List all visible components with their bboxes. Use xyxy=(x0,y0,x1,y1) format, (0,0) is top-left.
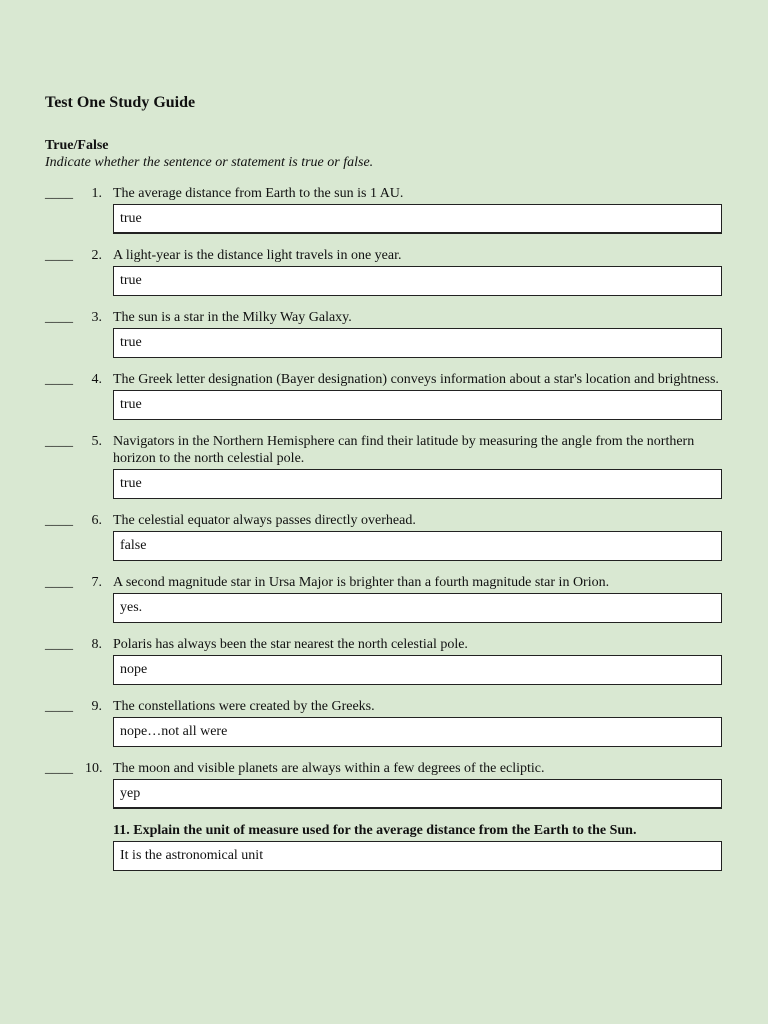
answer-field[interactable]: yes. xyxy=(113,593,722,623)
answer-blank: ____ xyxy=(45,434,73,449)
answer-blank: ____ xyxy=(45,310,73,325)
question-text: The sun is a star in the Milky Way Galaxy. xyxy=(113,310,352,325)
question-number: 5. xyxy=(91,434,102,449)
answer-blank: ____ xyxy=(45,186,73,201)
answer-field[interactable]: true xyxy=(113,469,722,499)
essay-answer-field[interactable]: It is the astronomical unit xyxy=(113,841,722,871)
answer-field[interactable]: true xyxy=(113,328,722,358)
question-number: 10. xyxy=(85,761,103,776)
question-text: The constellations were created by the Greeks. xyxy=(113,699,375,714)
section-heading: True/False xyxy=(45,138,109,153)
answer-field[interactable]: true xyxy=(113,266,722,296)
page-title: Test One Study Guide xyxy=(45,94,196,111)
question-number: 7. xyxy=(91,575,102,590)
answer-field[interactable]: true xyxy=(113,390,722,420)
answer-field[interactable]: nope xyxy=(113,655,722,685)
question-text: The Greek letter designation (Bayer designation) conveys information about a star's location and brightness. xyxy=(113,372,719,387)
question-item xyxy=(45,636,725,685)
question-list xyxy=(45,185,725,809)
question-text: Polaris has always been the star nearest the north celestial pole. xyxy=(113,637,468,652)
answer-blank: ____ xyxy=(45,637,73,652)
question-text: The average distance from Earth to the sun is 1 AU. xyxy=(113,186,404,201)
question-number: 1. xyxy=(91,186,102,201)
answer-blank: ____ xyxy=(45,761,73,776)
essay-question-text: 11. Explain the unit of measure used for the average distance from the Earth to the Sun. xyxy=(113,823,637,838)
question-number: 3. xyxy=(91,310,102,325)
answer-blank: ____ xyxy=(45,513,73,528)
question-number: 2. xyxy=(91,248,102,263)
question-item xyxy=(45,371,725,420)
question-item xyxy=(45,760,725,809)
question-text: The moon and visible planets are always within a few degrees of the ecliptic. xyxy=(113,761,545,776)
answer-blank: ____ xyxy=(45,699,73,714)
study-guide-page xyxy=(45,93,725,871)
question-number: 4. xyxy=(91,372,102,387)
question-item xyxy=(45,433,725,499)
question-text: A light-year is the distance light travels in one year. xyxy=(113,248,402,263)
answer-field[interactable]: true xyxy=(113,204,722,234)
question-text: A second magnitude star in Ursa Major is brighter than a fourth magnitude star in Orion. xyxy=(113,575,610,590)
question-number: 9. xyxy=(91,699,102,714)
question-item xyxy=(45,512,725,561)
question-item xyxy=(45,309,725,358)
question-item xyxy=(45,698,725,747)
question-number: 8. xyxy=(91,637,102,652)
section-instructions: Indicate whether the sentence or statement is true or false. xyxy=(45,155,374,170)
question-number: 6. xyxy=(91,513,102,528)
question-item xyxy=(45,574,725,623)
question-item xyxy=(45,185,725,234)
answer-blank: ____ xyxy=(45,372,73,387)
answer-field[interactable]: nope…not all were xyxy=(113,717,722,747)
question-text: Navigators in the Northern Hemisphere can find their latitude by measuring the angle from the northern horizon to the north celestial pole. xyxy=(113,434,695,466)
answer-field[interactable]: yep xyxy=(113,779,722,809)
essay-question xyxy=(113,822,725,871)
answer-blank: ____ xyxy=(45,248,73,263)
question-text: The celestial equator always passes directly overhead. xyxy=(113,513,416,528)
question-item xyxy=(45,247,725,296)
answer-blank: ____ xyxy=(45,575,73,590)
answer-field[interactable]: false xyxy=(113,531,722,561)
